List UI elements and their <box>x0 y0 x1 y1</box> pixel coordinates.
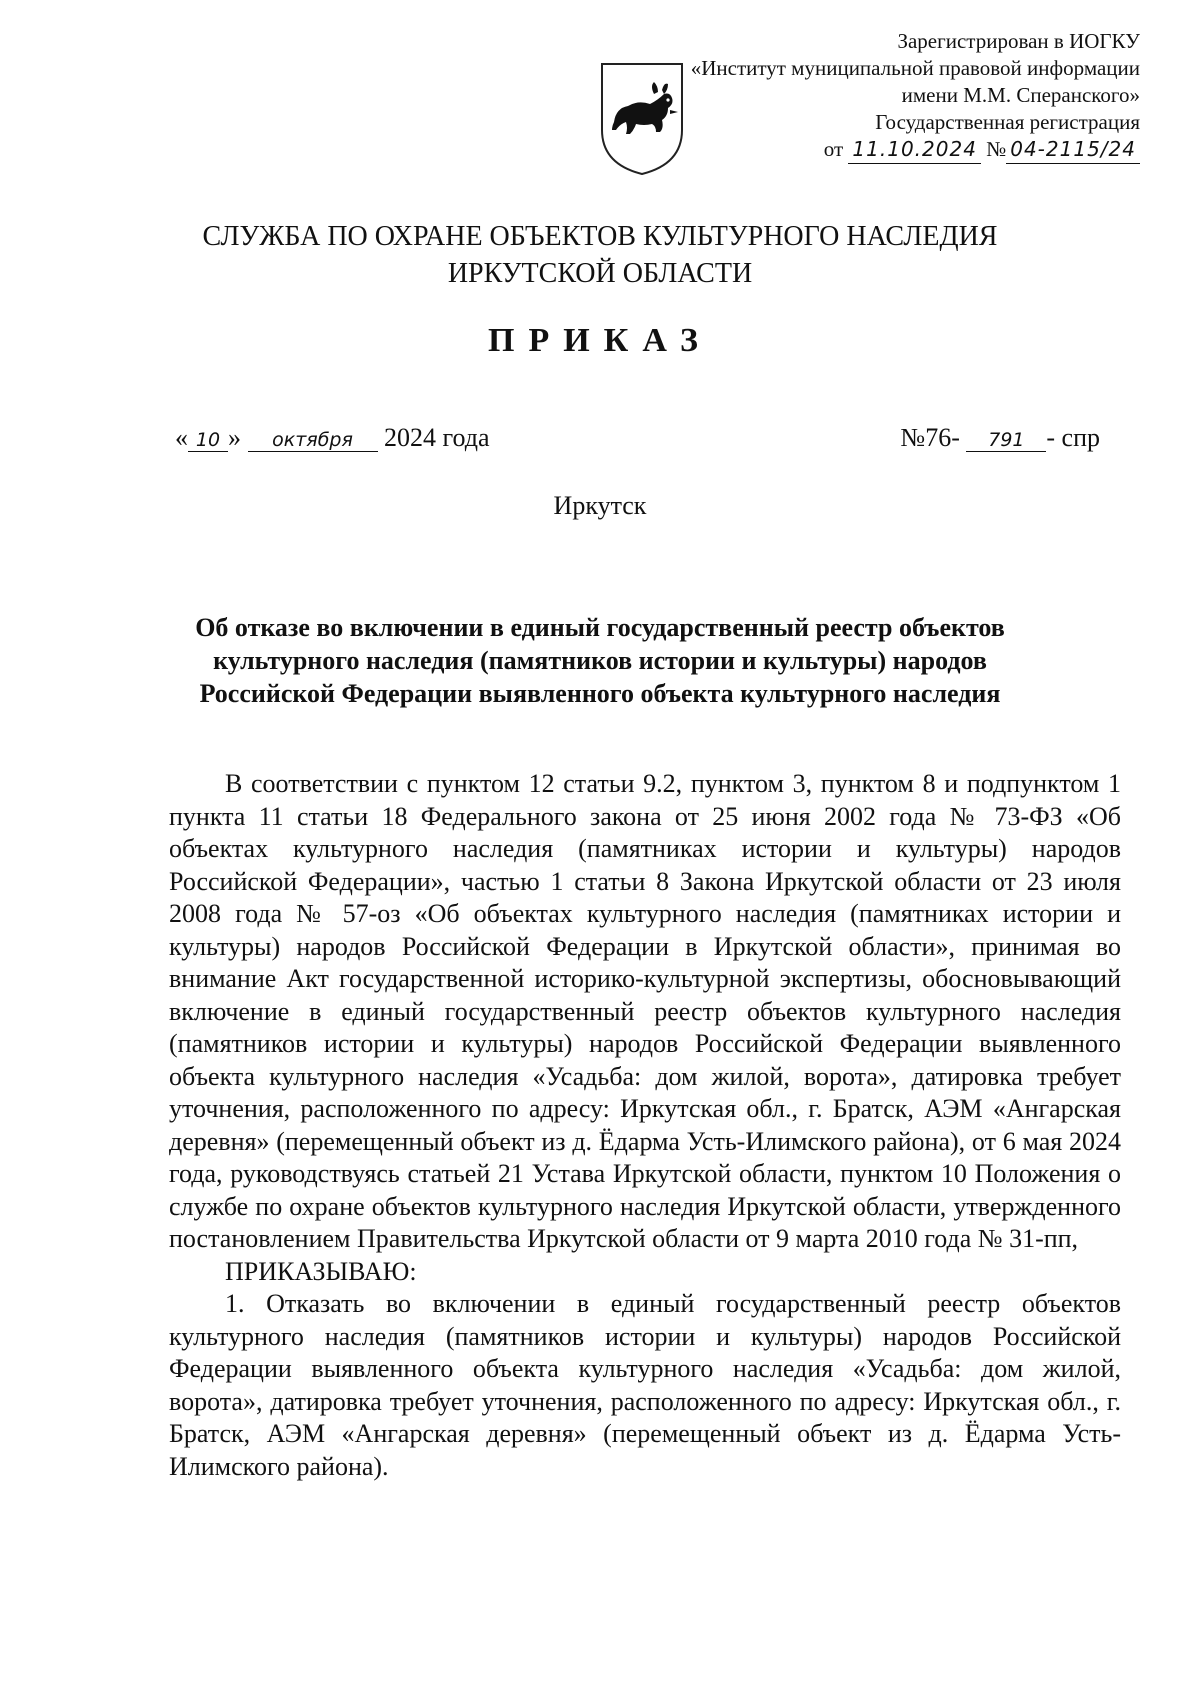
order-number-suffix: - спр <box>1046 423 1100 452</box>
order-preamble: В соответствии с пунктом 12 статьи 9.2, пунктом 3, пунктом 8 и подпунктом 1 пункта 11 статьи 18 Федерального закона от 25 июня 2002 года № 73-ФЗ «Об объектах культурного наследия (памятниках истории и культуры) народов Российской Федерации», частью 1 статьи 8 Закона Иркутской области от 23 июля 2008 года № 57-оз «Об объектах культурного наследия (памятниках истории и культуры) народов Российской Федерации в Иркутской области», принимая во внимание Акт государственной историко-культурной экспертизы, обосновывающий включение в единый государственный реестр объектов культурного наследия (памятников истории и культуры) народов Российской Федерации выявленного объекта культурного наследия «Усадьба: дом жилой, ворота», датировка требует уточнения, расположенного по адресу: Иркутская обл., г. Братск, АЭМ «Ангарская деревня» (перемещенный объект из д. Ёдарма Усть-Илимского района), от 6 мая 2024 года, руководствуясь статьей 21 Устава Иркутской области, пунктом 10 Положения о службе по охране объектов культурного наследия Иркутской области, утвержденного постановлением Правительства Иркутской области от 9 марта 2010 года № 31-пп, <box>169 769 1121 1253</box>
organization-name <box>0 218 1200 292</box>
order-subject-line-3: Российской Федерации выявленного объекта культурного наследия <box>199 679 1001 708</box>
order-number-prefix: №76- <box>900 423 960 452</box>
order-directive-word: ПРИКАЗЫВАЮ: <box>225 1256 417 1286</box>
order-number <box>900 423 1100 453</box>
order-subject-line-1: Об отказе во включении в единый государственный реестр объектов <box>195 613 1005 642</box>
order-subject <box>150 611 1050 710</box>
document-type-title: ПРИКАЗ <box>488 322 712 359</box>
order-number-handwritten: 791 <box>966 429 1046 452</box>
date-quote-close: » <box>228 423 241 452</box>
order-item-1: 1. Отказать во включении в единый государственный реестр объектов культурного наследия (памятников истории и культуры) народов Российской Федерации выявленного объекта культурного наследия «Усадьба: дом жилой, ворота», датировка требует уточнения, расположенного по адресу: Иркутская обл., г. Братск, АЭМ «Ангарская деревня» (перемещенный объект из д. Ёдарма Усть-Илимского района). <box>169 1289 1121 1481</box>
organization-name-line-1: СЛУЖБА ПО ОХРАНЕ ОБЪЕКТОВ КУЛЬТУРНОГО НАСЛЕДИЯ <box>202 221 998 252</box>
registration-line-3: имени М.М. Сперанского» <box>901 83 1140 107</box>
registration-number-prefix: № <box>986 137 1007 161</box>
order-date <box>175 423 490 453</box>
city: Иркутск <box>553 491 647 520</box>
registration-date-handwritten: 11.10.2024 <box>848 136 981 164</box>
order-subject-line-2: культурного наследия (памятников истории и культуры) народов <box>213 646 987 675</box>
registration-date-prefix: от <box>823 137 844 161</box>
registration-number-handwritten: 04-2115/24 <box>1006 136 1140 164</box>
date-year: 2024 года <box>384 423 490 452</box>
registration-stamp <box>620 28 1140 164</box>
date-month-handwritten: октября <box>248 429 378 452</box>
registration-line-4: Государственная регистрация <box>875 110 1140 134</box>
date-day-handwritten: 10 <box>188 429 228 452</box>
order-body <box>169 768 1121 1483</box>
registration-line-2: «Институт муниципальной правовой информации <box>690 56 1140 80</box>
organization-name-line-2: ИРКУТСКОЙ ОБЛАСТИ <box>447 258 753 289</box>
registration-date-number <box>620 136 1140 164</box>
registration-line-1: Зарегистрирован в ИОГКУ <box>897 29 1140 53</box>
date-quote-open: « <box>175 423 188 452</box>
coat-of-arms-icon <box>598 60 686 178</box>
